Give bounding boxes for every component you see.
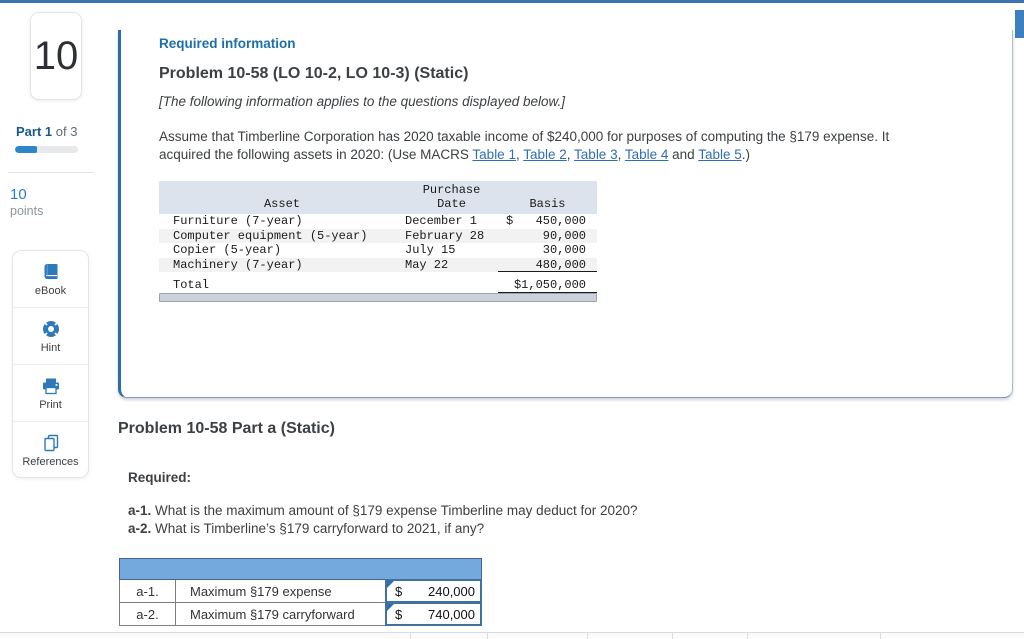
- print-icon: [41, 376, 61, 396]
- total-value: $1,050,000: [513, 278, 586, 292]
- date-cell: May 22: [405, 257, 449, 272]
- next-section-gridline: [747, 632, 748, 639]
- total-label: Total: [173, 278, 210, 292]
- answer-table: [119, 558, 482, 626]
- basis-cell: [498, 258, 597, 273]
- top-accent-bar: [0, 0, 1024, 3]
- next-section-gridline: [587, 632, 588, 639]
- asset-table-header: [159, 181, 597, 214]
- macrs-table-3-link[interactable]: Table 3: [574, 146, 618, 162]
- link-separator: ,: [515, 146, 524, 162]
- asset-table: [159, 181, 597, 295]
- problem-statement-text: Assume that Timberline Corporation has 2020 taxable income of $240,000 for purposes of computing the §179 expense. It acquired the following assets in 2020: (Use MACRS: [159, 129, 890, 162]
- points-label: points: [10, 204, 44, 218]
- date-cell: December 1: [405, 214, 478, 228]
- asset-cell: Copier (5-year): [173, 243, 282, 257]
- basis-value: 450,000: [535, 214, 586, 228]
- print-label: Print: [39, 398, 62, 411]
- link-separator: ,: [566, 146, 575, 162]
- next-section-gridline: [672, 632, 673, 639]
- next-section-gridline: [410, 632, 411, 639]
- answer-row-a2: [119, 603, 482, 626]
- points-value: 10: [10, 186, 27, 203]
- currency-symbol: $: [395, 583, 403, 599]
- table-horizontal-scrollbar[interactable]: [159, 293, 597, 302]
- part-indicator-current: Part 1: [16, 124, 53, 139]
- answer-table-header: [119, 558, 482, 580]
- table-row: [159, 229, 597, 244]
- link-separator: ,: [617, 146, 625, 162]
- questions-block: [128, 502, 638, 538]
- answer-row-id: a-2.: [120, 603, 176, 625]
- asset-column-header: Asset: [263, 197, 300, 211]
- required-information-panel: [118, 30, 1013, 398]
- date-cell: July 15: [405, 243, 456, 257]
- answer-row-label: Maximum §179 carryforward: [190, 606, 355, 622]
- macrs-table-2-link[interactable]: Table 2: [523, 146, 567, 162]
- basis-cell: [498, 214, 597, 229]
- asset-cell: Furniture (7-year): [173, 214, 303, 228]
- part-a-title: Problem 10-58 Part a (Static): [118, 420, 335, 437]
- ebook-label: eBook: [34, 284, 67, 297]
- part-indicator-total: of 3: [52, 124, 78, 139]
- table-row: [159, 243, 597, 258]
- macrs-table-4-link[interactable]: Table 4: [624, 146, 669, 162]
- problem-title: Problem 10-58 (LO 10-2, LO 10-3) (Static): [159, 65, 469, 82]
- basis-value: 90,000: [542, 228, 586, 243]
- hint-icon: [41, 319, 61, 339]
- basis-cell: [498, 243, 597, 258]
- vertical-scrollbar-thumb[interactable]: [1015, 10, 1024, 38]
- question-a1-text: What is the maximum amount of §179 expense Timberline may deduct for 2020?: [151, 503, 638, 518]
- link-separator: and: [668, 146, 699, 162]
- macrs-table-1-link[interactable]: Table 1: [472, 146, 516, 162]
- answer-input-a2[interactable]: [385, 602, 482, 626]
- asset-cell: Machinery (7-year): [173, 257, 303, 272]
- table-row: [159, 258, 597, 273]
- ebook-icon: [41, 262, 61, 282]
- references-icon: [41, 433, 61, 453]
- answer-row-a1: [119, 580, 482, 603]
- applies-below-note: [The following information applies to the questions displayed below.]: [159, 94, 565, 109]
- basis-value: 30,000: [542, 243, 586, 257]
- purchase-date-header-line2: Date: [437, 197, 466, 211]
- part-progress-bar: [15, 146, 78, 153]
- next-section-gridline: [487, 632, 488, 639]
- purchase-date-header-line1: Purchase: [422, 183, 481, 197]
- problem-statement-end: .): [741, 146, 750, 162]
- references-label: References: [22, 456, 79, 468]
- question-a2-prefix: a-2.: [128, 521, 152, 536]
- print-button[interactable]: [13, 365, 88, 422]
- references-button[interactable]: [13, 422, 88, 478]
- basis-column-header: Basis: [529, 197, 566, 211]
- table-row: [159, 214, 597, 229]
- required-label: Required:: [128, 470, 192, 485]
- required-information-header: Required information: [159, 36, 296, 51]
- part-indicator: [16, 124, 77, 139]
- basis-cell: [498, 229, 597, 244]
- next-section-edge: [0, 632, 1024, 639]
- next-section-gridline: [880, 632, 881, 639]
- resources-toolbar: [12, 250, 89, 478]
- part-progress-fill: [15, 146, 37, 153]
- ebook-button[interactable]: [13, 251, 88, 308]
- question-number: 10: [33, 33, 79, 78]
- answer-input-a1[interactable]: [385, 579, 482, 603]
- answer-value: 740,000: [428, 606, 475, 622]
- question-a2: [128, 520, 638, 538]
- purchase-date-column-header: [405, 183, 498, 211]
- question-a1: [128, 502, 638, 520]
- asset-cell: Computer equipment (5-year): [173, 228, 368, 243]
- date-cell: February 28: [405, 228, 485, 243]
- basis-value: 480,000: [535, 257, 586, 272]
- answer-row-label: Maximum §179 expense: [190, 583, 332, 599]
- question-number-card: [30, 12, 82, 100]
- answer-row-id: a-1.: [120, 580, 176, 602]
- currency-symbol: $: [506, 214, 514, 228]
- answer-value: 240,000: [428, 583, 475, 599]
- hint-label: Hint: [40, 341, 61, 354]
- question-a1-prefix: a-1.: [128, 503, 152, 518]
- hint-button[interactable]: [13, 308, 88, 365]
- problem-statement: [159, 128, 904, 163]
- sidebar-divider: [8, 172, 94, 173]
- currency-symbol: $: [395, 606, 403, 622]
- question-a2-text: What is Timberline’s §179 carryforward to 2021, if any?: [151, 521, 485, 536]
- macrs-table-5-link[interactable]: Table 5: [698, 146, 742, 162]
